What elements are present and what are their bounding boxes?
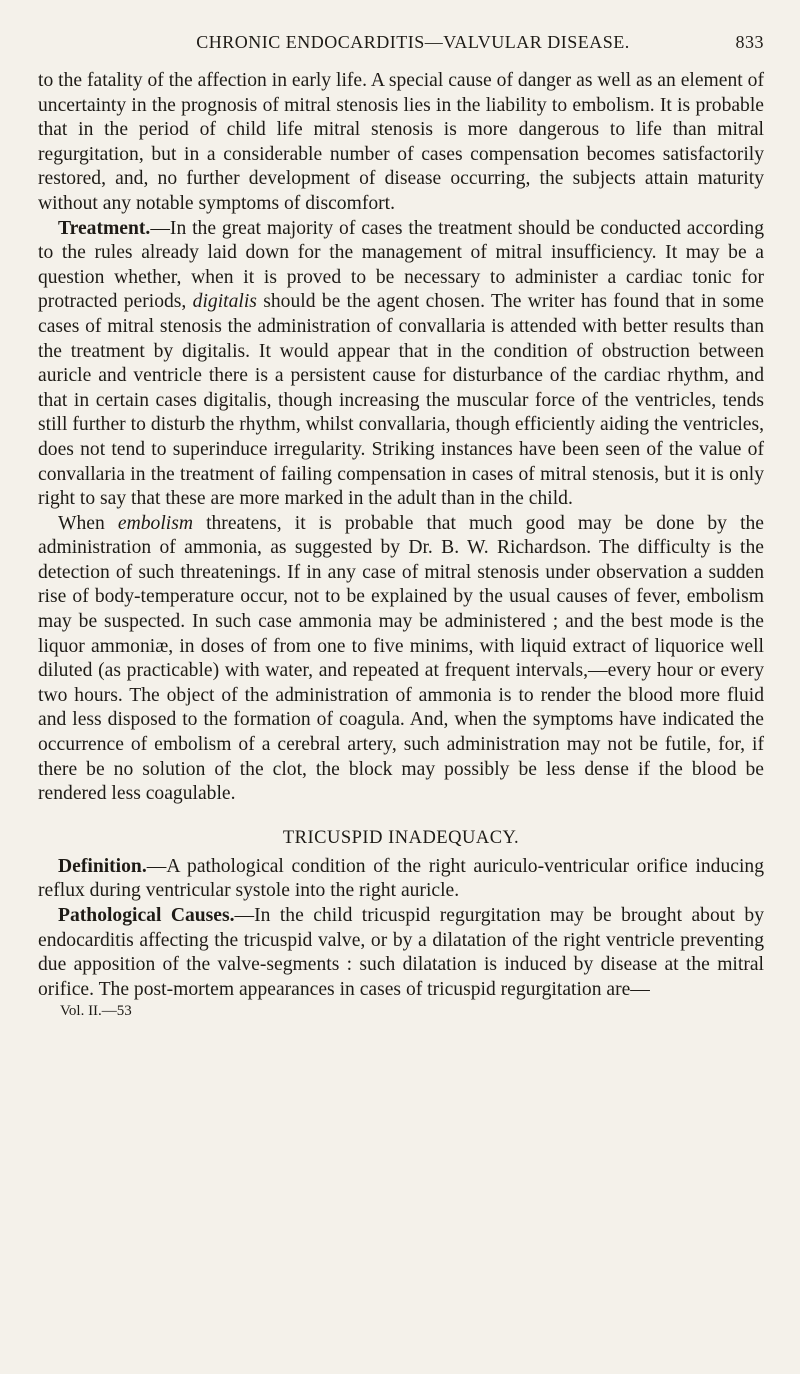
body-text bbox=[38, 69, 764, 1020]
paragraph-text: threatens, it is probable that much good may be done by the administration of ammonia, as suggested by Dr. B. W. Richardson. The difficulty is the detection of such threatenings. If in any case of mitral stenosis under observation a sudden rise of body-temperature occur, not to be explained by the usual causes of fever, embolism may be suspected. In such case ammonia may be administered ; and the best mode is the liquor ammoniæ, in doses of from one to five minims, with liquid extract of liquorice well diluted (as practicable) with water, and repeated at frequent intervals,—every hour or every two hours. The object of the administration of ammonia is to render the blood more fluid and less disposed to the formation of coagula. And, when the symptoms have indicated the occurrence of embolism of a cerebral artery, such administration may not be futile, for, if there be no solution of the clot, the block may possibly be less dense if the blood be rendered less coagulable. bbox=[38, 512, 765, 805]
paragraph-text: When bbox=[58, 512, 118, 534]
paragraph-text: to the fatality of the affection in early life. A special cause of danger as well as an element of uncertainty in the prognosis of mitral stenosis lies in the liability to embolism. It is probable that in the period of child life mitral stenosis is more dangerous to life than mitral regurgitation, but in a considerable number of cases compensation becomes satisfactorily restored, and, no further development of disease occurring, the subjects attain maturity without any notable symptoms of discomfort. bbox=[38, 70, 764, 214]
running-head-title: CHRONIC ENDOCARDITIS—VALVULAR DISEASE. bbox=[196, 32, 630, 52]
pathological-causes-heading: Pathological Causes. bbox=[58, 905, 235, 926]
paragraph-definition bbox=[38, 855, 764, 904]
paragraph-text: —In the great majority of cases the treatment should be conducted according to the rules already laid down for the management of mitral insufficiency. It may be a question whether, when it is proved to be necessary to administer a cardiac tonic for protracted periods, bbox=[38, 217, 764, 313]
paragraph-text: —In the child tricuspid regurgitation may be brought about by endocarditis affecting the tricuspid valve, or by a dilatation of the right ventricle preventing due apposition of the valve-segments : such dilatation is induced by disease at the mitral orifice. The post-mortem appearances in cases of tricuspid regurgitation are— bbox=[38, 905, 764, 1000]
page-number: 833 bbox=[735, 32, 764, 52]
paragraph-text: —A pathological condition of the right auriculo-ventricular orifice inducing reflux during ventricular systole into the right auricle. bbox=[38, 855, 764, 902]
running-head bbox=[38, 22, 764, 62]
italic-term-digitalis: digitalis bbox=[192, 291, 257, 313]
paragraph-prognosis-continuation bbox=[38, 69, 764, 217]
signature-mark: Vol. II.—53 bbox=[60, 1003, 132, 1020]
italic-term-embolism: embolism bbox=[117, 512, 193, 534]
paragraph-treatment bbox=[38, 217, 764, 512]
definition-heading: Definition. bbox=[58, 855, 147, 877]
section-title: TRICUSPID INADEQUACY. bbox=[282, 827, 520, 848]
paragraph-embolism bbox=[38, 512, 764, 807]
treatment-heading: Treatment. bbox=[58, 217, 151, 239]
paragraph-text: should be the agent chosen. The writer has found that in some cases of mitral stenosis the administration of convallaria is attended with better results than the treatment by digitalis. It would appear that in the condition of obstruction between auricle and ventricle there is a persistent cause for disturbance of the cardiac rhythm, and that in certain cases digitalis, though increasing the muscular force of the ventricles, tends still further to disturb the rhythm, whilst convallaria, though efficiently aiding the ventricles, does not tend to superinduce irregularity. Striking instances have been seen of the value of convallaria in the treatment of failing compensation in cases of mitral stenosis, but it is only right to say that these are more marked in the adult than in the child. bbox=[38, 291, 764, 510]
paragraph-pathological-causes bbox=[38, 904, 764, 1002]
